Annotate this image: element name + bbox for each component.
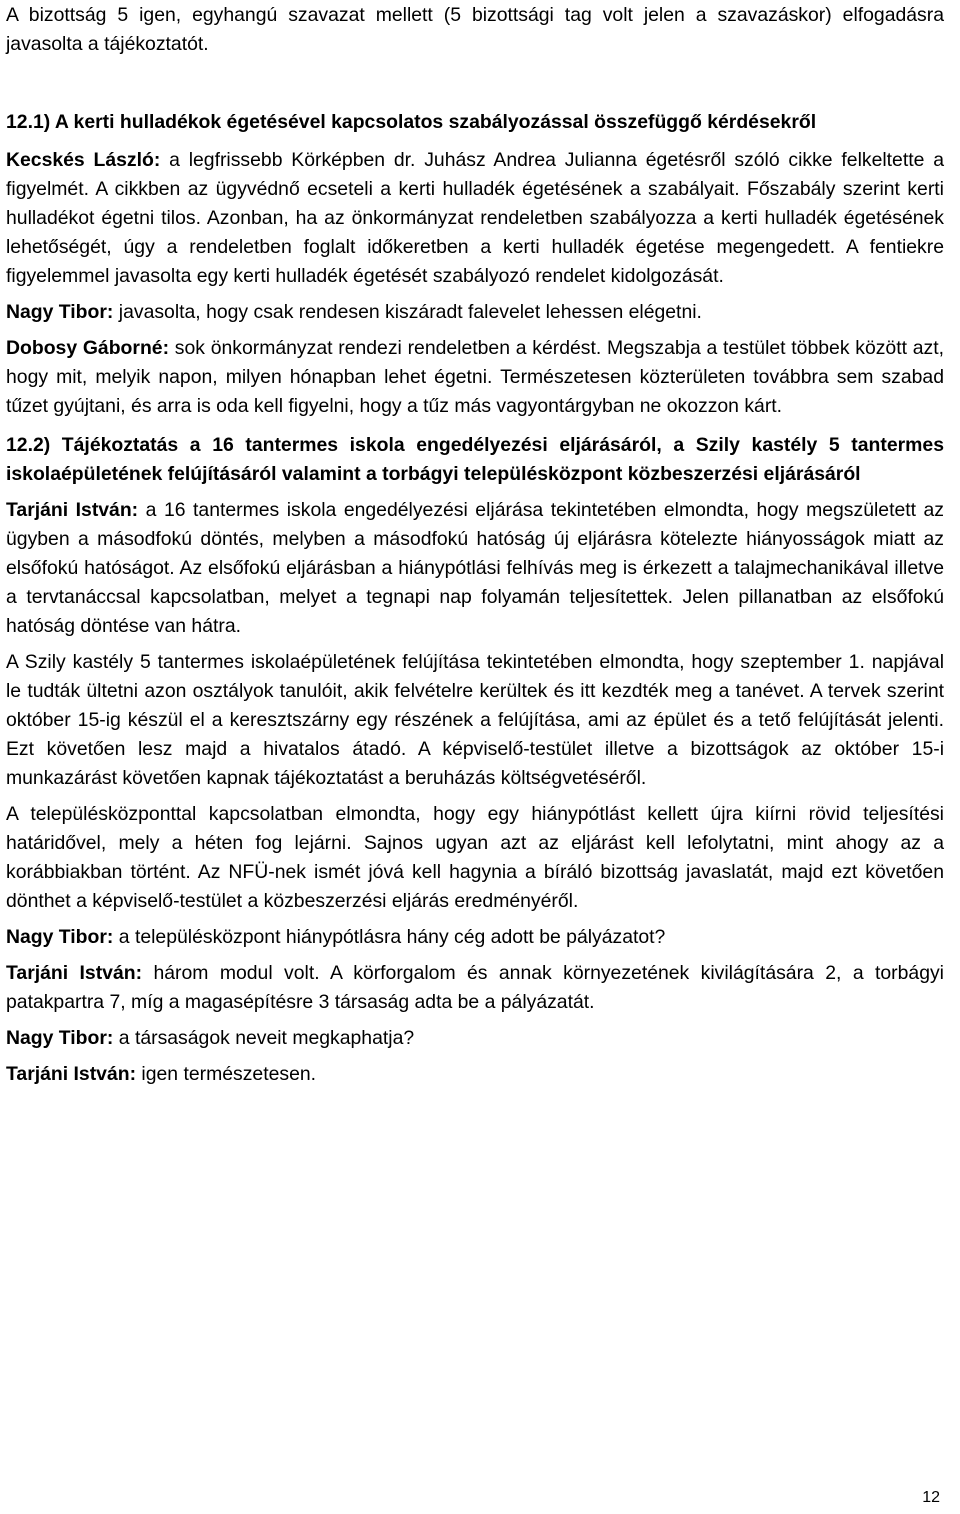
paragraph-tarjani-3 <box>6 1060 944 1089</box>
speaker-name: Nagy Tibor: <box>6 1027 114 1049</box>
heading-text: 12.2) Tájékoztatás a 16 tantermes iskola engedélyezési eljárásáról, a Szily kastély 5 tantermes iskolaépületének felújításáról valamint a torbágyi településközpont közbeszerzési eljárásáról <box>6 434 944 485</box>
paragraph-text: sok önkormányzat rendezi rendeletben a kérdést. Megszabja a testület többek között azt, hogy mit, melyik napon, milyen hónapban lehet égetni. Természetesen közterületen továbbra sem szabad tűzet gyújtani, és arra is oda kell figyelni, hogy a tűz más vagyontárgyban ne okozzon kárt. <box>6 337 944 417</box>
document-page <box>6 0 944 1089</box>
speaker-name: Tarjáni István: <box>6 1063 137 1085</box>
paragraph-tarjani-2 <box>6 959 944 1017</box>
paragraph-telepuleskozpont <box>6 800 944 916</box>
paragraph-text: a legfrissebb Körképben dr. Juhász Andrea Julianna égetésről szóló cikke felkeltette a figyelmét. A cikkben az ügyvédnő ecseteli a kerti hulladék égetésének a szabályait. Főszabály szerint kerti hulladékot égetni tilos. Azonban, ha az önkormányzat rendeletben szabályozza a kerti hulladék égetésének lehetőségét, úgy a rendeletben foglalt időkeretben a kerti hulladék égetése megengedett. A fentiekre figyelemmel javasolta egy kerti hulladék égetését szabályozó rendelet kidolgozását. <box>6 149 944 287</box>
section-heading-12-2 <box>6 431 944 489</box>
speaker-name: Tarjáni István: <box>6 962 143 984</box>
speaker-name: Nagy Tibor: <box>6 301 114 323</box>
paragraph-text: A településközponttal kapcsolatban elmondta, hogy egy hiánypótlást kellett újra kiírni rövid teljesítési határidővel, mely a héten fog lejárni. Sajnos ugyan azt az eljárást kell lefolytatni, mint ahogy az a korábbiakban történt. Az NFÜ-nek ismét jóvá kell hagynia a bíráló bizottság javaslatát, majd ezt követően dönthet a képviselő-testület a közbeszerzési eljárás eredményéről. <box>6 803 944 912</box>
speaker-name: Tarjáni István: <box>6 499 139 521</box>
section-heading-12-1 <box>6 108 944 137</box>
speaker-name: Kecskés László: <box>6 149 161 171</box>
speaker-name: Dobosy Gáborné: <box>6 337 170 359</box>
paragraph-text: A bizottság 5 igen, egyhangú szavazat mellett (5 bizottsági tag volt jelen a szavazáskor) elfogadásra javasolta a tájékoztatót. <box>6 4 944 55</box>
paragraph-committee-vote <box>6 1 944 59</box>
paragraph-dobosy <box>6 334 944 421</box>
heading-text: 12.1) A kerti hulladékok égetésével kapcsolatos szabályozással összefüggő kérdésekről <box>6 111 817 133</box>
paragraph-text: a társaságok neveit megkaphatja? <box>113 1027 415 1049</box>
paragraph-tarjani-1 <box>6 496 944 641</box>
paragraph-nagy-3 <box>6 1024 944 1053</box>
paragraph-text: javasolta, hogy csak rendesen kiszáradt falevelet lehessen elégetni. <box>113 301 702 323</box>
speaker-name: Nagy Tibor: <box>6 926 114 948</box>
paragraph-text: a 16 tantermes iskola engedélyezési eljárása tekintetében elmondta, hogy megszületett az ügyben a másodfokú döntés, melyben a másodfokú hatóság új eljárásra kötelezte hiányosságok miatt az elsőfokú hatóságot. Az elsőfokú eljárásban a hiánypótlási felhívás meg is érkezett a talajmechanikával illetve a tervtanáccsal kapcsolatban, melyet a tegnapi nap folyamán teljesítettek. Jelen pillanatban az elsőfokú hatóság döntése van hátra. <box>6 499 945 637</box>
paragraph-nagy-1 <box>6 298 944 327</box>
paragraph-text: a településközpont hiánypótlásra hány cég adott be pályázatot? <box>113 926 666 948</box>
paragraph-nagy-2 <box>6 923 944 952</box>
paragraph-text: igen természetesen. <box>136 1063 317 1085</box>
paragraph-text: három modul volt. A körforgalom és annak környezetének kivilágítására 2, a torbágyi patakpartra 7, míg a magasépítésre 3 társaság adta be a pályázatát. <box>6 962 944 1013</box>
page-number: 12 <box>922 1489 940 1506</box>
paragraph-kecskes <box>6 146 944 291</box>
paragraph-szily <box>6 648 944 793</box>
paragraph-text: A Szily kastély 5 tantermes iskolaépületének felújítása tekintetében elmondta, hogy szeptember 1. napjával le tudták ültetni azon osztályok tanulóit, akik felvételre kerültek és itt kezdték meg a tanévet. A tervek szerint október 15-ig készül el a keresztszárny egy részének a felújítása, ami az épület és a tető felújítását jelenti. Ezt követően lesz majd a hivatalos átadó. A képviselő-testület illetve a bizottságok az október 15-i munkazárást követően kapnak tájékoztatást a beruházás költségvetéséről. <box>6 651 944 789</box>
